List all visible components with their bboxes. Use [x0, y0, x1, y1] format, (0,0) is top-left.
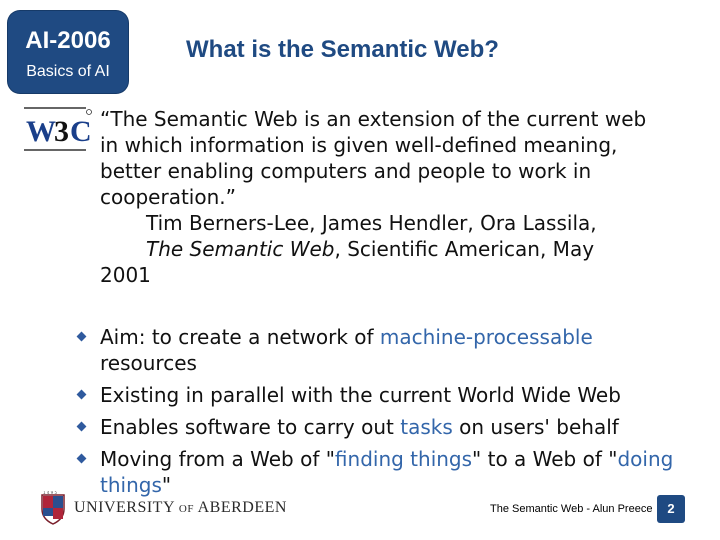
highlight-term: finding things [334, 447, 473, 471]
diamond-bullet-icon [77, 422, 87, 432]
w3c-logo-icon [24, 105, 92, 153]
quote-block [100, 106, 660, 288]
course-badge [8, 11, 128, 93]
svg-text:1 4 9 5: 1 4 9 5 [43, 491, 57, 495]
slide-title: What is the Semantic Web? [186, 36, 499, 63]
highlight-term: tasks [400, 415, 453, 439]
footer-text: The Semantic Web - Alun Preece [490, 503, 653, 515]
university-logo [40, 489, 287, 529]
diamond-bullet-icon [77, 390, 87, 400]
highlight-term: doing things [100, 447, 674, 497]
quote-attribution: Tim Berners-Lee, James Hendler, Ora Lassila, [146, 211, 597, 235]
publication-details: , Scientific American, May [334, 237, 595, 261]
course-code: AI-2006 [25, 27, 111, 54]
svg-text:W: W [26, 115, 56, 148]
university-name: UNIVERSITY OF ABERDEEN [74, 499, 287, 516]
highlight-term: machine-processable [379, 325, 593, 349]
publication-title: The Semantic Web [146, 237, 335, 261]
page-number: 2 [657, 495, 685, 523]
course-subtitle: Basics of AI [26, 63, 110, 80]
diamond-bullet-icon [77, 332, 87, 342]
university-crest-icon [40, 491, 66, 525]
svg-text:3: 3 [54, 115, 69, 148]
quote-publication [100, 236, 660, 262]
bullet-item: Existing in parallel with the current World Wide Web [76, 382, 676, 408]
bullet-item: Enables software to carry out tasks on users' behalf [76, 414, 676, 440]
svg-text:C: C [70, 115, 92, 148]
diamond-bullet-icon [77, 454, 87, 464]
quote-text: “The Semantic Web is an extension of the current web in which information is given well-defined meaning, better enabling computers and people to work in cooperation.” [100, 107, 647, 209]
bullet-list [76, 324, 676, 504]
quote-year: 2001 [100, 263, 151, 287]
bullet-item: Moving from a Web of "finding things" to a Web of "doing things" [76, 446, 676, 498]
bullet-item: Aim: to create a network of machine-processable resources [76, 324, 676, 376]
